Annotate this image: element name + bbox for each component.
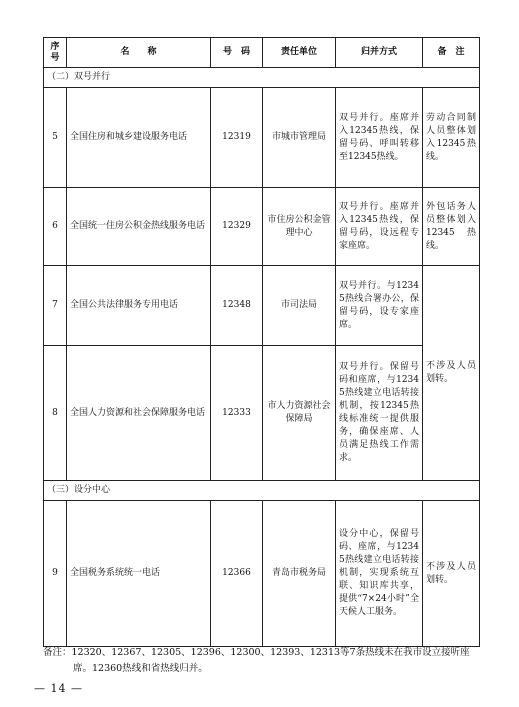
- cell-seq: 6: [44, 188, 67, 266]
- header-unit: 责任单位: [263, 38, 336, 68]
- cell-remark: 不涉及人员划转。: [423, 501, 480, 647]
- cell-name: 全国公共法律服务专用电话: [67, 266, 211, 346]
- cell-number: 12348: [211, 266, 263, 346]
- table-row: [44, 88, 480, 188]
- cell-remark: 不涉及人员划转。: [423, 266, 480, 481]
- table-row: [44, 346, 480, 481]
- table-header-row: [44, 38, 480, 68]
- cell-seq: 7: [44, 266, 67, 346]
- cell-seq: 5: [44, 88, 67, 188]
- cell-seq: 8: [44, 346, 67, 481]
- section-row-double-number: [44, 68, 480, 88]
- cell-method: 双号并行。座席并入12345热线，保留号码、呼叫转移至12345热线。: [336, 88, 423, 188]
- cell-number: 12333: [211, 346, 263, 481]
- header-name: 名 称: [67, 38, 211, 68]
- header-remark: 备 注: [423, 38, 480, 68]
- cell-name: 全国税务系统统一电话: [67, 501, 211, 647]
- page-number: — 14 —: [34, 682, 83, 695]
- footnote-line-1: 备注：12320、12367、12305、12396、12300、12393、12313等7条热线未在我市设立接听座: [43, 647, 470, 658]
- section-title: （二）双号并行: [44, 68, 480, 88]
- cell-method: 双号并行。与12345热线合署办公，保留号码，设专家座席。: [336, 266, 423, 346]
- section-row-sub-center: [44, 481, 480, 501]
- cell-method: 双号并行。座席并入12345热线，保留号码，设远程专家座席。: [336, 188, 423, 266]
- cell-name: 全国人力资源和社会保障服务电话: [67, 346, 211, 481]
- cell-unit: 青岛市税务局: [263, 501, 336, 647]
- cell-number: 12366: [211, 501, 263, 647]
- cell-name: 全国住房和城乡建设服务电话: [67, 88, 211, 188]
- cell-remark: 外包话务人员整体划入12345热线。: [423, 188, 480, 266]
- cell-number: 12329: [211, 188, 263, 266]
- header-seq: 序 号: [44, 38, 67, 68]
- cell-unit: 市人力资源社会保障局: [263, 346, 336, 481]
- cell-unit: 市司法局: [263, 266, 336, 346]
- cell-seq: 9: [44, 501, 67, 647]
- section-title: （三）设分中心: [44, 481, 480, 501]
- cell-method: 设分中心，保留号码、座席，与12345热线建立电话转接机制，实现系统互联、知识库共享，提供“7×24小时”全天候人工服务。: [336, 501, 423, 647]
- footnote: [43, 645, 483, 677]
- cell-number: 12319: [211, 88, 263, 188]
- header-method: 归并方式: [336, 38, 423, 68]
- table-row: [44, 501, 480, 647]
- cell-unit: 市住房公积金管理中心: [263, 188, 336, 266]
- header-number: 号 码: [211, 38, 263, 68]
- table-row: [44, 266, 480, 346]
- cell-unit: 市城市管理局: [263, 88, 336, 188]
- hotline-table: [43, 37, 480, 647]
- footnote-line-2: 席。12360热线和省热线归并。: [73, 663, 208, 674]
- cell-remark: 劳动合同制人员整体划入12345热线。: [423, 88, 480, 188]
- cell-name: 全国统一住房公积金热线服务电话: [67, 188, 211, 266]
- cell-method: 双号并行。保留号码和座席，与12345热线建立电话转接机制，按12345热线标准统一提供服务，确保座席、人员满足热线工作需求。: [336, 346, 423, 481]
- table-row: [44, 188, 480, 266]
